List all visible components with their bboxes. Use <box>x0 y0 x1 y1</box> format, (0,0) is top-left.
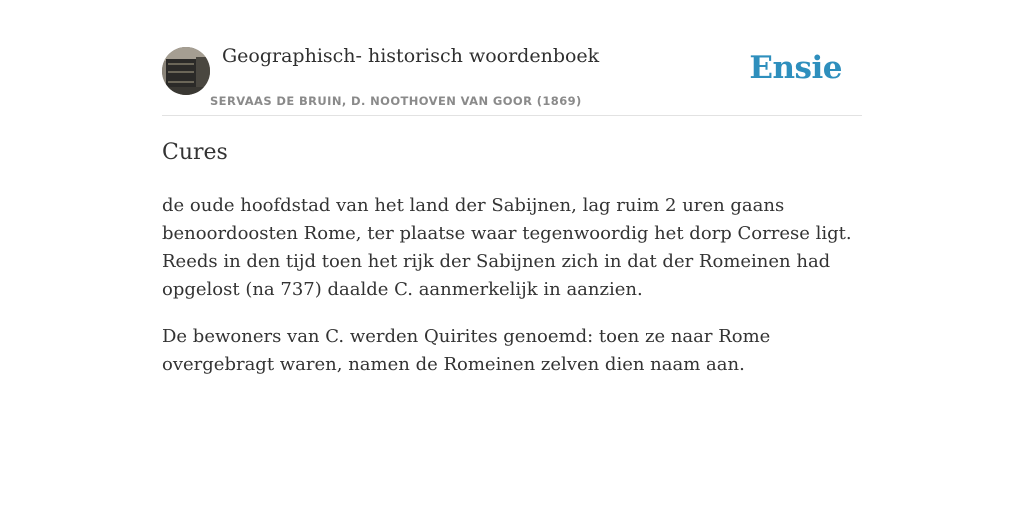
book-author: SERVAAS DE BRUIN, D. NOOTHOVEN VAN GOOR (1869) <box>210 94 582 108</box>
entry-paragraph: De bewoners van C. werden Quirites genoemd: toen ze naar Rome overgebragt waren, namen de Romeinen zelven dien naam aan. <box>162 326 771 375</box>
ensie-logo[interactable]: Ensie <box>749 50 842 86</box>
entry-content <box>162 192 862 398</box>
book-title[interactable]: Geographisch- historisch woordenboek <box>222 45 600 67</box>
entry-title: Cures <box>162 140 228 165</box>
book-avatar-icon[interactable] <box>162 47 210 95</box>
page <box>162 0 862 375</box>
page-header <box>162 0 862 116</box>
entry-paragraph: de oude hoofdstad van het land der Sabijnen, lag ruim 2 uren gaans benoordoosten Rome, ter plaatse waar tegenwoordig het dorp Correse ligt. Reeds in den tijd toen het rijk der Sabijnen zich in dat der Romeinen had opgelost (na 737) daalde C. aanmerkelijk in aanzien. <box>162 195 852 300</box>
